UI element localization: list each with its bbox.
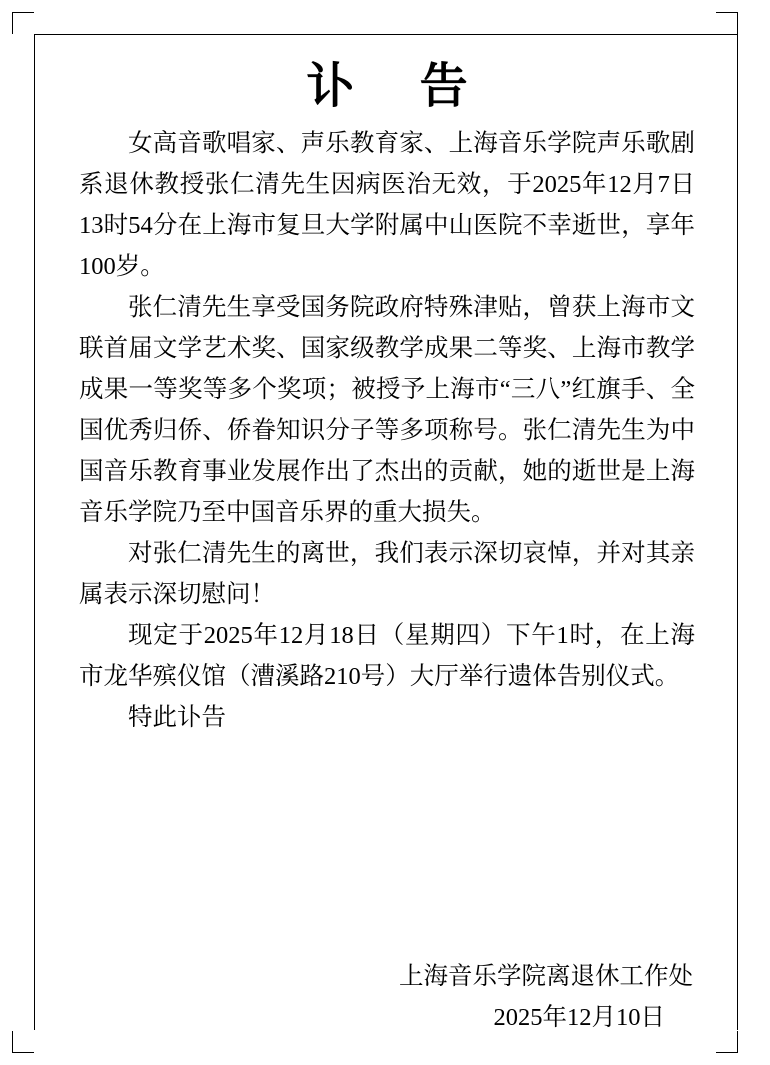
crop-mark-top-right-horizontal xyxy=(716,12,738,13)
signature-date: 2025年12月10日 xyxy=(493,1004,665,1031)
document-content xyxy=(79,35,695,1038)
crop-mark-bottom-left-horizontal xyxy=(12,1052,34,1053)
signature-block xyxy=(79,956,695,1038)
crop-mark-top-right-vertical xyxy=(737,12,738,34)
paragraph-1: 女高音歌唱家、声乐教育家、上海音乐学院声乐歌剧系退休教授张仁清先生因病医治无效，于2025年12月7日13时54分在上海市复旦大学附属中山医院不幸逝世，享年100岁。 xyxy=(79,130,695,280)
crop-mark-bottom-left-vertical xyxy=(12,1031,13,1053)
crop-mark-bottom-right-horizontal xyxy=(716,1052,738,1053)
paragraph-2: 张仁清先生享受国务院政府特殊津贴，曾获上海市文联首届文学艺术奖、国家级教学成果二等奖、上海市教学成果一等奖等多个奖项；被授予上海市“三八”红旗手、全国优秀归侨、侨眷知识分子等多项称号。张仁清先生为中国音乐教育事业发展作出了杰出的贡献，她的逝世是上海音乐学院乃至中国音乐界的重大损失。 xyxy=(79,294,695,526)
crop-mark-top-left-horizontal xyxy=(12,12,34,13)
signature-organization: 上海音乐学院离退休工作处 xyxy=(399,963,693,990)
paragraph-4: 现定于2025年12月18日（星期四）下午1时，在上海市龙华殡仪馆（漕溪路210号）大厅举行遗体告别仪式。 xyxy=(79,622,695,690)
crop-mark-bottom-right-vertical xyxy=(737,1031,738,1053)
document-frame xyxy=(34,34,738,1030)
page-title: 讣 告 xyxy=(306,60,494,113)
document-body xyxy=(79,123,695,738)
paragraph-3: 对张仁清先生的离世，我们表示深切哀悼，并对其亲属表示深切慰问！ xyxy=(79,540,695,608)
crop-mark-top-left-vertical xyxy=(12,12,13,34)
paragraph-5: 特此讣告 xyxy=(128,704,226,731)
